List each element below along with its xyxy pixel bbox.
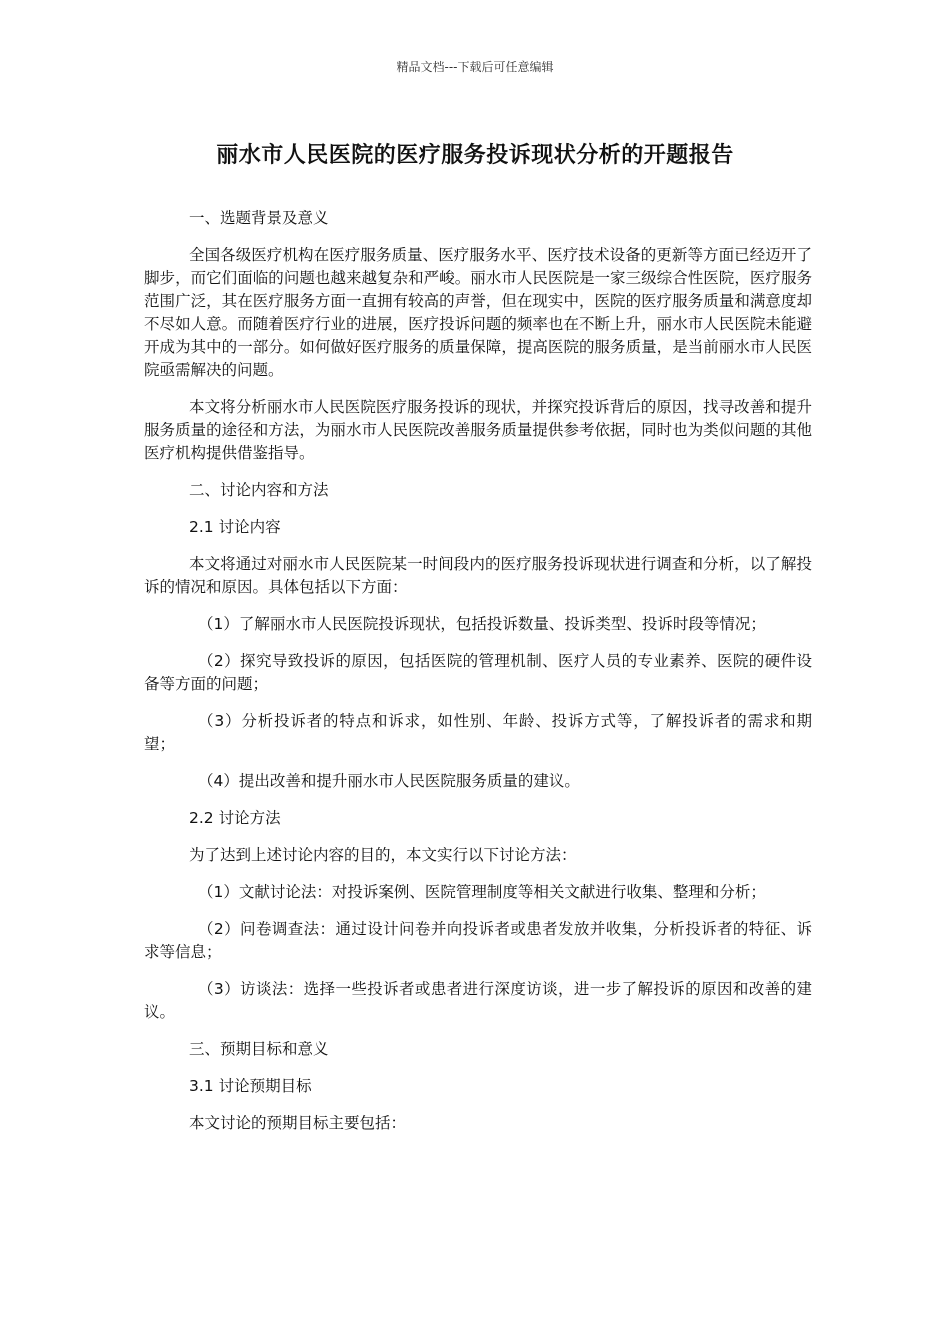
paragraph: 本文将通过对丽水市人民医院某一时间段内的医疗服务投诉现状进行调查和分析，以了解投诉的情况和原因。具体包括以下方面：	[144, 555, 812, 596]
document-title: 丽水市人民医院的医疗服务投诉现状分析的开题报告	[216, 143, 734, 168]
list-item: （2）问卷调查法：通过设计问卷并向投诉者或患者发放并收集，分析投诉者的特征、诉求等信息；	[144, 920, 812, 961]
section-heading: 二、讨论内容和方法	[189, 481, 329, 499]
header-watermark: 精品文档---下载后可任意编辑	[396, 60, 554, 74]
list-item: （1）了解丽水市人民医院投诉现状，包括投诉数量、投诉类型、投诉时段等情况；	[198, 615, 766, 633]
paragraph: 本文讨论的预期目标主要包括：	[189, 1114, 407, 1132]
section-heading: 一、选题背景及意义	[189, 209, 329, 227]
list-item: （1）文献讨论法：对投诉案例、医院管理制度等相关文献进行收集、整理和分析；	[198, 883, 766, 901]
subsection-heading: 2.2 讨论方法	[189, 809, 281, 827]
list-item: （3）分析投诉者的特点和诉求，如性别、年龄、投诉方式等，了解投诉者的需求和期望；	[144, 712, 812, 753]
list-item: （4）提出改善和提升丽水市人民医院服务质量的建议。	[198, 772, 580, 790]
section-heading: 三、预期目标和意义	[189, 1040, 329, 1058]
paragraph: 本文将分析丽水市人民医院医疗服务投诉的现状，并探究投诉背后的原因，找寻改善和提升服务质量的途径和方法，为丽水市人民医院改善服务质量提供参考依据，同时也为类似问题的其他医疗机构提供借鉴指导。	[144, 398, 812, 462]
subsection-heading: 2.1 讨论内容	[189, 518, 281, 536]
subsection-heading: 3.1 讨论预期目标	[189, 1077, 312, 1095]
paragraph: 为了达到上述讨论内容的目的，本文实行以下讨论方法：	[189, 846, 577, 864]
paragraph: 全国各级医疗机构在医疗服务质量、医疗服务水平、医疗技术设备的更新等方面已经迈开了脚步，而它们面临的问题也越来越复杂和严峻。丽水市人民医院是一家三级综合性医院，医疗服务范围广泛，其在医疗服务方面一直拥有较高的声誉，但在现实中，医院的医疗服务质量和满意度却不尽如人意。而随着医疗行业的进展，医疗投诉问题的频率也在不断上升，丽水市人民医院未能避开成为其中的一部分。如何做好医疗服务的质量保障，提高医院的服务质量，是当前丽水市人民医院亟需解决的问题。	[144, 246, 812, 379]
list-item: （2）探究导致投诉的原因，包括医院的管理机制、医疗人员的专业素养、医院的硬件设备等方面的问题；	[144, 652, 812, 693]
list-item: （3）访谈法：选择一些投诉者或患者进行深度访谈，进一步了解投诉的原因和改善的建议。	[144, 980, 812, 1021]
document-body	[144, 207, 812, 1149]
